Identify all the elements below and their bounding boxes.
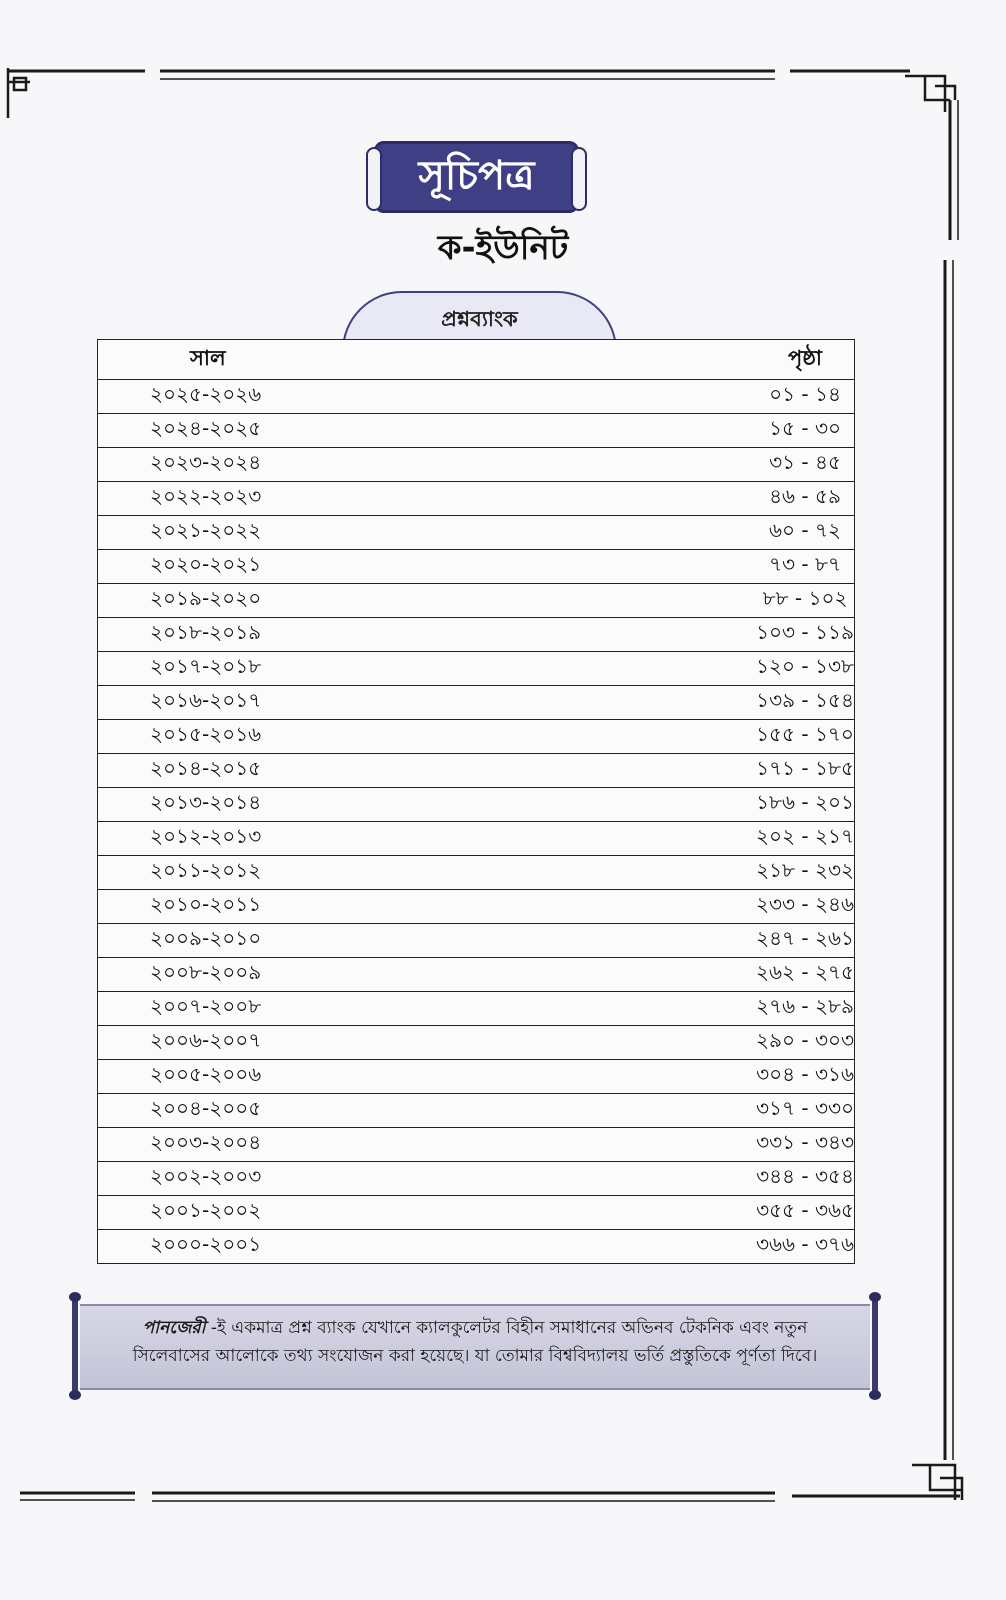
column-header-year: সাল <box>98 340 467 380</box>
page-range-cell: ৩৩১ - ৩৪৩ <box>466 1128 854 1162</box>
table-row <box>98 1230 855 1264</box>
year-cell: ২০১৩-২০১৪ <box>98 788 467 822</box>
page-range-cell: ৩৬৬ - ৩৭৬ <box>466 1230 854 1264</box>
table-row <box>98 550 855 584</box>
info-scroll-banner <box>70 1296 880 1396</box>
year-cell: ২০১৫-২০১৬ <box>98 720 467 754</box>
table-row <box>98 380 855 414</box>
page-range-cell: ৪৬ - ৫৯ <box>466 482 854 516</box>
unit-subtitle: ক-ইউনিট <box>437 228 569 268</box>
year-cell: ২০১৪-২০১৫ <box>98 754 467 788</box>
table-header-row <box>98 340 855 380</box>
table-row <box>98 1060 855 1094</box>
table-row <box>98 720 855 754</box>
page-range-cell: ২১৮ - ২৩২ <box>466 856 854 890</box>
column-header-page: পৃষ্ঠা <box>466 340 854 380</box>
page-range-cell: ২৪৭ - ২৬১ <box>466 924 854 958</box>
section-tab-label: প্রশ্নব্যাংক <box>441 307 518 331</box>
table-row <box>98 958 855 992</box>
year-cell: ২০০৯-২০১০ <box>98 924 467 958</box>
year-cell: ২০০৭-২০০৮ <box>98 992 467 1026</box>
page-range-cell: ১৫ - ৩০ <box>466 414 854 448</box>
table-row <box>98 448 855 482</box>
table-row <box>98 1196 855 1230</box>
page-range-cell: ১০৩ - ১১৯ <box>466 618 854 652</box>
page-range-cell: ২৬২ - ২৭৫ <box>466 958 854 992</box>
table-row <box>98 822 855 856</box>
table-row <box>98 890 855 924</box>
page-range-cell: ৭৩ - ৮৭ <box>466 550 854 584</box>
page-range-cell: ১২০ - ১৩৮ <box>466 652 854 686</box>
table-row <box>98 1128 855 1162</box>
page-range-cell: ৩০৪ - ৩১৬ <box>466 1060 854 1094</box>
page-range-cell: ৩১৭ - ৩৩০ <box>466 1094 854 1128</box>
table-row <box>98 618 855 652</box>
year-cell: ২০০১-২০০২ <box>98 1196 467 1230</box>
year-cell: ২০১৭-২০১৮ <box>98 652 467 686</box>
page-range-cell: ৩১ - ৪৫ <box>466 448 854 482</box>
table-row <box>98 856 855 890</box>
table-row <box>98 584 855 618</box>
table-row <box>98 652 855 686</box>
year-cell: ২০১৯-২০২০ <box>98 584 467 618</box>
question-bank-table <box>97 339 855 1264</box>
year-cell: ২০১৮-২০১৯ <box>98 618 467 652</box>
table-row <box>98 482 855 516</box>
page-range-cell: ১৭১ - ১৮৫ <box>466 754 854 788</box>
year-cell: ২০২৩-২০২৪ <box>98 448 467 482</box>
year-cell: ২০২০-২০২১ <box>98 550 467 584</box>
year-cell: ২০০৬-২০০৭ <box>98 1026 467 1060</box>
page-range-cell: ২৭৬ - ২৮৯ <box>466 992 854 1026</box>
page-range-cell: ১৮৬ - ২০১ <box>466 788 854 822</box>
table-row <box>98 516 855 550</box>
page-range-cell: ৩৫৫ - ৩৬৫ <box>466 1196 854 1230</box>
year-cell: ২০২২-২০২৩ <box>98 482 467 516</box>
table-row <box>98 1026 855 1060</box>
page-range-cell: ০১ - ১৪ <box>466 380 854 414</box>
year-cell: ২০০৩-২০০৪ <box>98 1128 467 1162</box>
year-cell: ২০২৪-২০২৫ <box>98 414 467 448</box>
table-row <box>98 1094 855 1128</box>
year-cell: ২০১১-২০১২ <box>98 856 467 890</box>
page-range-cell: ১৫৫ - ১৭০ <box>466 720 854 754</box>
scroll-rod-right <box>872 1296 878 1396</box>
page-range-cell: ২৩৩ - ২৪৬ <box>466 890 854 924</box>
year-cell: ২০০২-২০০৩ <box>98 1162 467 1196</box>
page-range-cell: ১৩৯ - ১৫৪ <box>466 686 854 720</box>
year-cell: ২০২১-২০২২ <box>98 516 467 550</box>
year-cell: ২০১২-২০১৩ <box>98 822 467 856</box>
note-line-2: সিলেবাসের আলোকে তথ্য সংযোজন করা হয়েছে। যা তোমার বিশ্ববিদ্যালয় ভর্তি প্রস্তুতিকে পূর্ণতা দিবে। <box>132 1346 818 1366</box>
table-row <box>98 924 855 958</box>
scroll-rod-left <box>72 1296 78 1396</box>
page-title: সূচিপত্র <box>418 152 535 199</box>
table-row <box>98 1162 855 1196</box>
table-row <box>98 788 855 822</box>
year-cell: ২০০৮-২০০৯ <box>98 958 467 992</box>
year-cell: ২০০৪-২০০৫ <box>98 1094 467 1128</box>
table-row <box>98 414 855 448</box>
page-range-cell: ২৯০ - ৩০৩ <box>466 1026 854 1060</box>
table-row <box>98 686 855 720</box>
table-row <box>98 992 855 1026</box>
year-cell: ২০২৫-২০২৬ <box>98 380 467 414</box>
scroll-text <box>90 1314 860 1370</box>
page-range-cell: ২০২ - ২১৭ <box>466 822 854 856</box>
brand-name: পানজেরী <box>142 1318 206 1338</box>
year-cell: ২০১০-২০১১ <box>98 890 467 924</box>
page-range-cell: ৩৪৪ - ৩৫৪ <box>466 1162 854 1196</box>
contents-title-plate <box>374 141 579 213</box>
table-row <box>98 754 855 788</box>
page-range-cell: ৬০ - ৭২ <box>466 516 854 550</box>
year-cell: ২০০০-২০০১ <box>98 1230 467 1264</box>
year-cell: ২০০৫-২০০৬ <box>98 1060 467 1094</box>
page-range-cell: ৮৮ - ১০২ <box>466 584 854 618</box>
year-cell: ২০১৬-২০১৭ <box>98 686 467 720</box>
note-line-1: -ই একমাত্র প্রশ্ন ব্যাংক যেখানে ক্যালকুলেটর বিহীন সমাধানের অভিনব টেকনিক এবং নতুন <box>210 1318 808 1338</box>
